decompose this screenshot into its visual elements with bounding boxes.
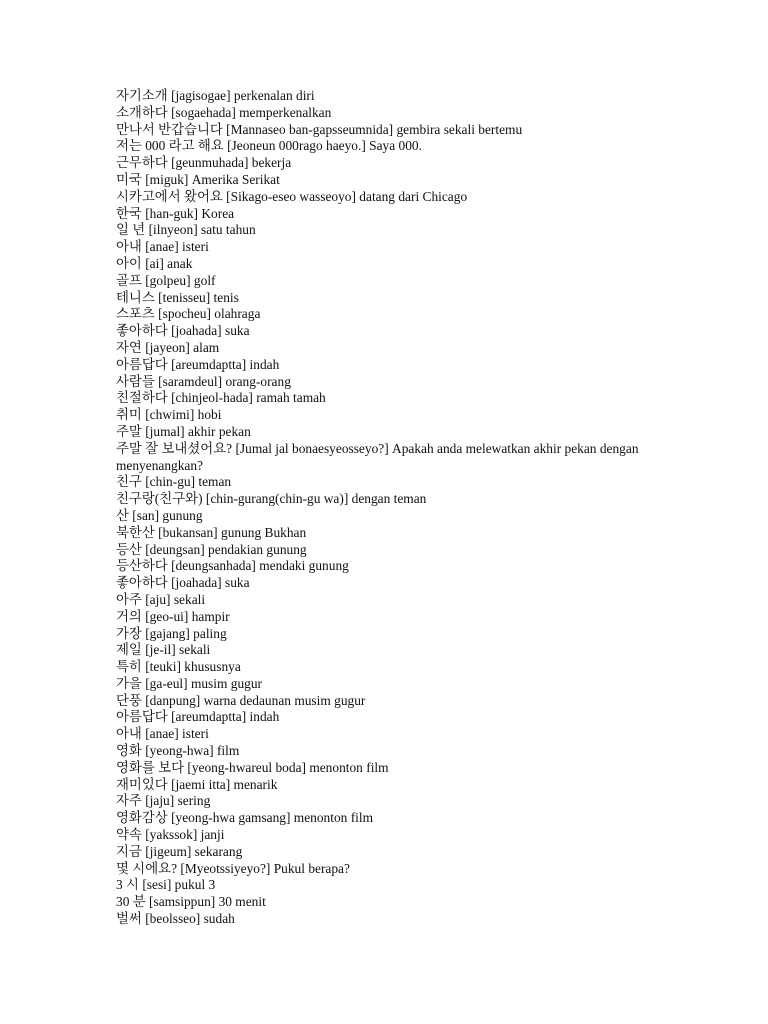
vocabulary-entry: 스포츠 [spocheu] olahraga [116,306,261,322]
vocabulary-entry: 등산하다 [deungsanhada] mendaki gunung [116,558,349,574]
vocabulary-entry: 아내 [anae] isteri [116,726,209,742]
vocabulary-entry: 아이 [ai] anak [116,255,193,271]
vocabulary-entry: 시카고에서 왔어요 [Sikago-eseo wasseoyo] datang dari Chicago [116,188,468,204]
vocabulary-entry: 제일 [je-il] sekali [116,642,211,658]
vocabulary-entry: 영화를 보다 [yeong-hwareul boda] menonton film [116,759,389,775]
vocabulary-entry: 아름답다 [areumdaptta] indah [116,356,280,372]
vocabulary-entry: 취미 [chwimi] hobi [116,407,222,423]
vocabulary-entry: 골프 [golpeu] golf [116,272,216,288]
vocabulary-entry: 사람들 [saramdeul] orang-orang [116,373,291,389]
vocabulary-entry: 아내 [anae] isteri [116,239,209,255]
vocabulary-entry: 친구 [chin-gu] teman [116,474,232,490]
vocabulary-entry: 자기소개 [jagisogae] perkenalan diri [116,88,315,103]
vocabulary-entry: 아름답다 [areumdaptta] indah [116,709,280,725]
vocabulary-entry: 아주 [aju] sekali [116,591,206,607]
vocabulary-entry: 가을 [ga-eul] musim gugur [116,675,262,691]
vocabulary-entry: 벌써 [beolsseo] sudah [116,911,235,927]
vocabulary-entry: 자주 [jaju] sering [116,793,211,809]
vocabulary-entry: 근무하다 [geunmuhada] bekerja [116,155,292,171]
vocabulary-entry: 산 [san] gunung [116,507,203,523]
vocabulary-entry: 좋아하다 [joahada] suka [116,323,250,339]
vocabulary-entry: 만나서 반갑습니다 [Mannaseo ban-gapsseumnida] gembira sekali bertemu [116,121,523,137]
vocabulary-entry: 친절하다 [chinjeol-hada] ramah tamah [116,390,326,406]
vocabulary-entry: 거의 [geo-ui] hampir [116,608,230,624]
vocabulary-entry: 친구랑(친구와) [chin-gurang(chin-gu wa)] dengan teman [116,491,427,507]
vocabulary-entry: 재미있다 [jaemi itta] menarik [116,776,278,792]
vocabulary-entry: 영화 [yeong-hwa] film [116,743,240,759]
vocabulary-entry: 소개하다 [sogaehada] memperkenalkan [116,104,332,120]
vocabulary-entry: 단풍 [danpung] warna dedaunan musim gugur [116,692,366,708]
vocabulary-entry: 좋아하다 [joahada] suka [116,575,250,591]
vocabulary-entry: 주말 잘 보내셨어요? [Jumal jal bonaesyeosseyo?] Apakah anda melewatkan akhir pekan dengan menyenangkan? [116,440,639,473]
vocabulary-entry: 미국 [miguk] Amerika Serikat [116,171,280,187]
vocabulary-entry: 북한산 [bukansan] gunung Bukhan [116,524,307,540]
vocabulary-entry: 등산 [deungsan] pendakian gunung [116,541,307,557]
vocabulary-entry: 영화감상 [yeong-hwa gamsang] menonton film [116,810,374,826]
vocabulary-entry: 약속 [yakssok] janji [116,827,225,843]
vocabulary-entry: 특히 [teuki] khususnya [116,659,241,675]
vocabulary-entry: 30 분 [samsippun] 30 menit [116,894,266,910]
vocabulary-list [116,88,646,928]
vocabulary-entry: 일 년 [ilnyeon] satu tahun [116,222,256,238]
vocabulary-entry: 3 시 [sesi] pukul 3 [116,877,216,893]
vocabulary-entry: 지금 [jigeum] sekarang [116,843,243,859]
vocabulary-entry: 가장 [gajang] paling [116,625,227,641]
vocabulary-entry: 테니스 [tenisseu] tenis [116,289,239,305]
vocabulary-entry: 자연 [jayeon] alam [116,339,220,355]
vocabulary-entry: 한국 [han-guk] Korea [116,205,235,221]
vocabulary-entry: 저는 000 라고 해요 [Jeoneun 000rago haeyo.] Saya 000. [116,138,422,154]
vocabulary-entry: 몇 시에요? [Myeotssiyeyo?] Pukul berapa? [116,860,350,876]
vocabulary-entry: 주말 [jumal] akhir pekan [116,423,251,439]
